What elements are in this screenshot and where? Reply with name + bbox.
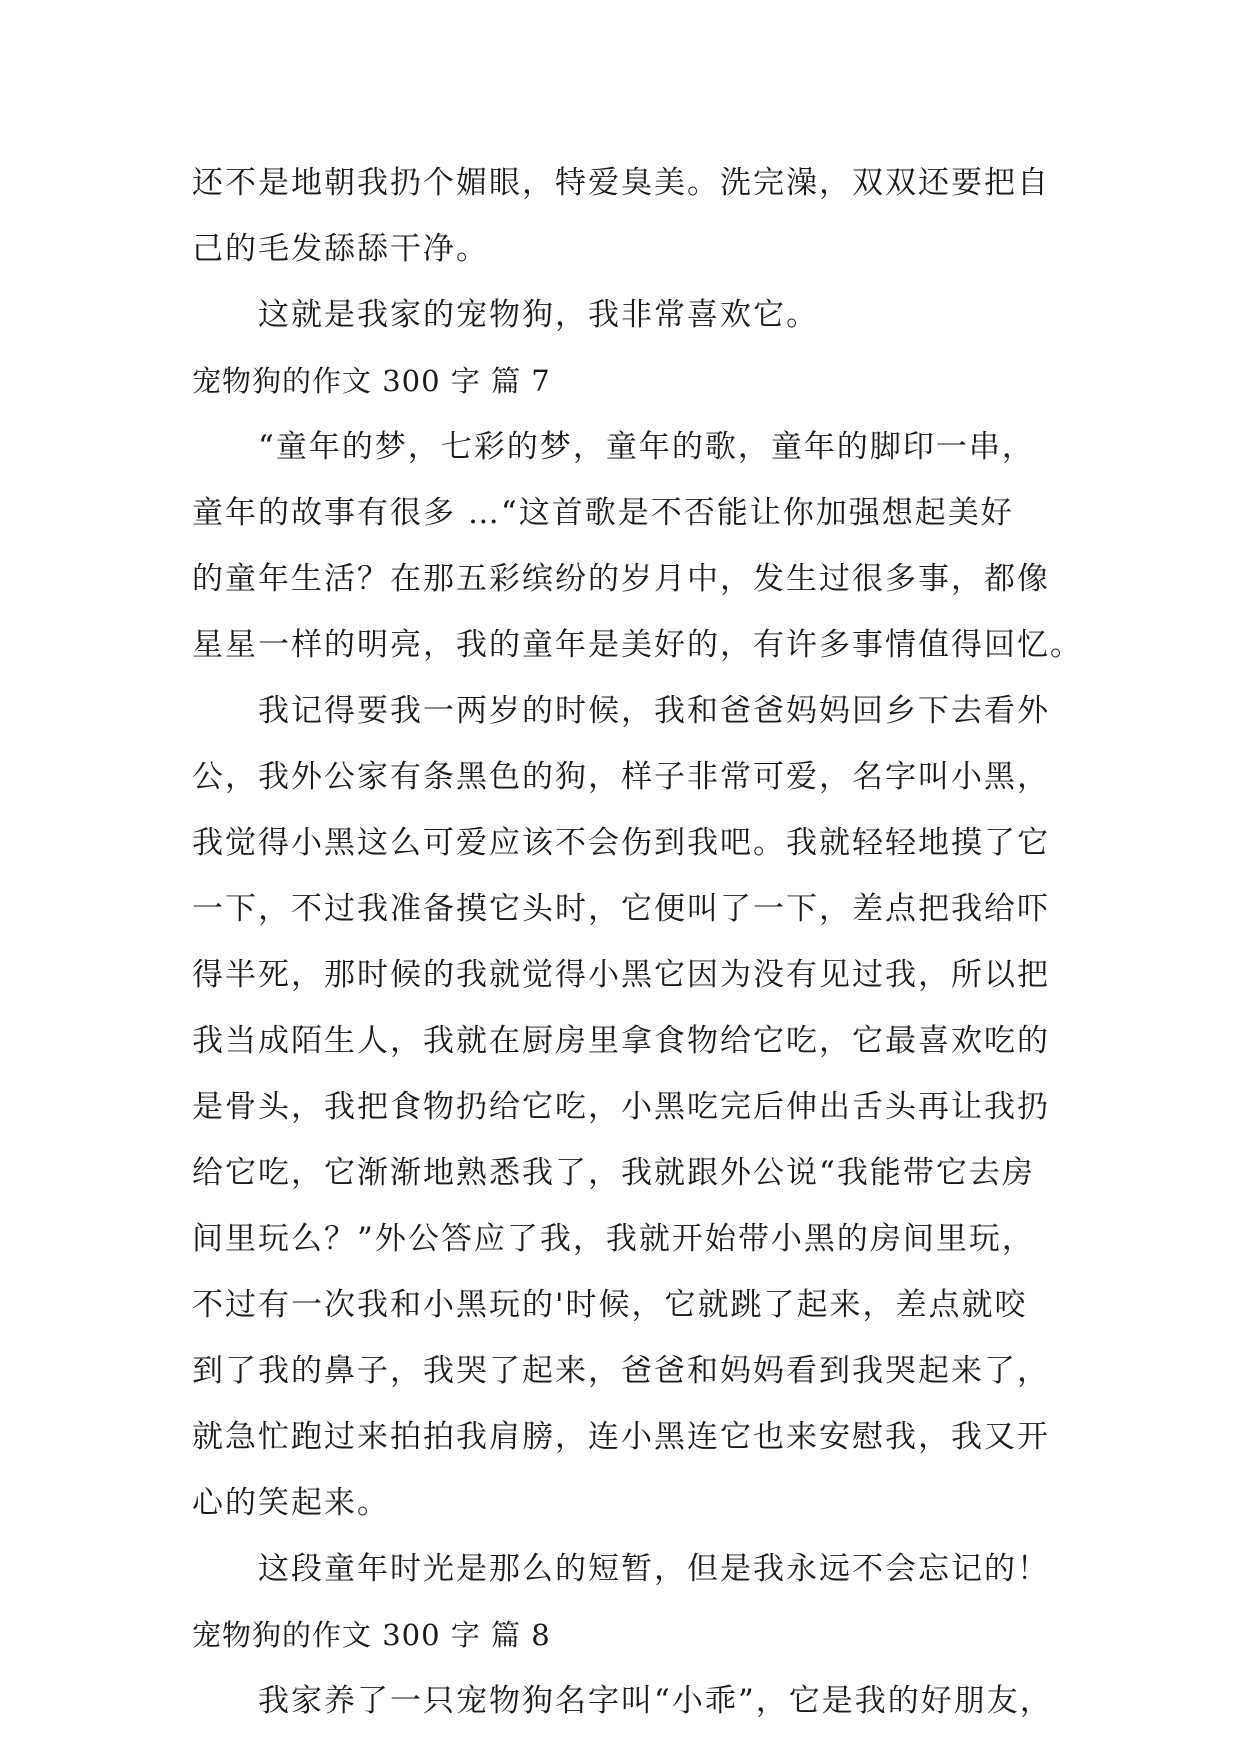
text-line: 就急忙跑过来拍拍我肩膀，连小黑连它也来安慰我，我又开 <box>192 1419 1050 1455</box>
text-line: 童年的故事有很多 …“这首歌是不否能让你加强想起美好 <box>192 495 1014 531</box>
text-line: 是骨头，我把食物扔给它吃，小黑吃完后伸出舌头再让我扔 <box>192 1089 1050 1125</box>
section-heading: 宠物狗的作文 300 字 篇 7 <box>192 364 551 398</box>
text-line: 这就是我家的宠物狗，我非常喜欢它。 <box>258 297 819 333</box>
text-line: 给它吃，它渐渐地熟悉我了，我就跟外公说“我能带它去房 <box>192 1155 1035 1191</box>
text-line: 不过有一次我和小黑玩的'时候，它就跳了起来，差点就咬 <box>192 1287 1028 1323</box>
text-line: 一下，不过我准备摸它头时，它便叫了一下，差点把我给吓 <box>192 891 1050 927</box>
text-line: 我家养了一只宠物狗名字叫“小乖”，它是我的好朋友， <box>258 1683 1053 1719</box>
text-line: 这段童年时光是那么的短暂，但是我永远不会忘记的！ <box>258 1551 1050 1587</box>
text-line: 己的毛发舔舔干净。 <box>192 231 489 267</box>
text-line: 我记得要我一两岁的时候，我和爸爸妈妈回乡下去看外 <box>258 693 1050 729</box>
document-body <box>192 150 1083 1734</box>
text-line: 到了我的鼻子，我哭了起来，爸爸和妈妈看到我哭起来了， <box>192 1353 1050 1389</box>
text-line: “童年的梦，七彩的梦，童年的歌，童年的脚印一串， <box>258 429 1035 465</box>
text-line: 我当成陌生人，我就在厨房里拿食物给它吃，它最喜欢吃的 <box>192 1023 1050 1059</box>
text-line: 心的笑起来。 <box>192 1485 390 1521</box>
text-line: 得半死，那时候的我就觉得小黑它因为没有见过我，所以把 <box>192 957 1050 993</box>
text-line: 的童年生活？在那五彩缤纷的岁月中，发生过很多事，都像 <box>192 561 1050 597</box>
text-line: 星星一样的明亮，我的童年是美好的，有许多事情值得回忆。 <box>192 627 1083 663</box>
text-line: 间里玩么？”外公答应了我，我就开始带小黑的房间里玩， <box>192 1221 1035 1257</box>
section-heading: 宠物狗的作文 300 字 篇 8 <box>192 1618 551 1652</box>
text-line: 还不是地朝我扔个媚眼，特爱臭美。洗完澡，双双还要把自 <box>192 165 1050 201</box>
text-line: 我觉得小黑这么可爱应该不会伤到我吧。我就轻轻地摸了它 <box>192 825 1050 861</box>
text-line: 公，我外公家有条黑色的狗，样子非常可爱，名字叫小黑， <box>192 759 1050 795</box>
